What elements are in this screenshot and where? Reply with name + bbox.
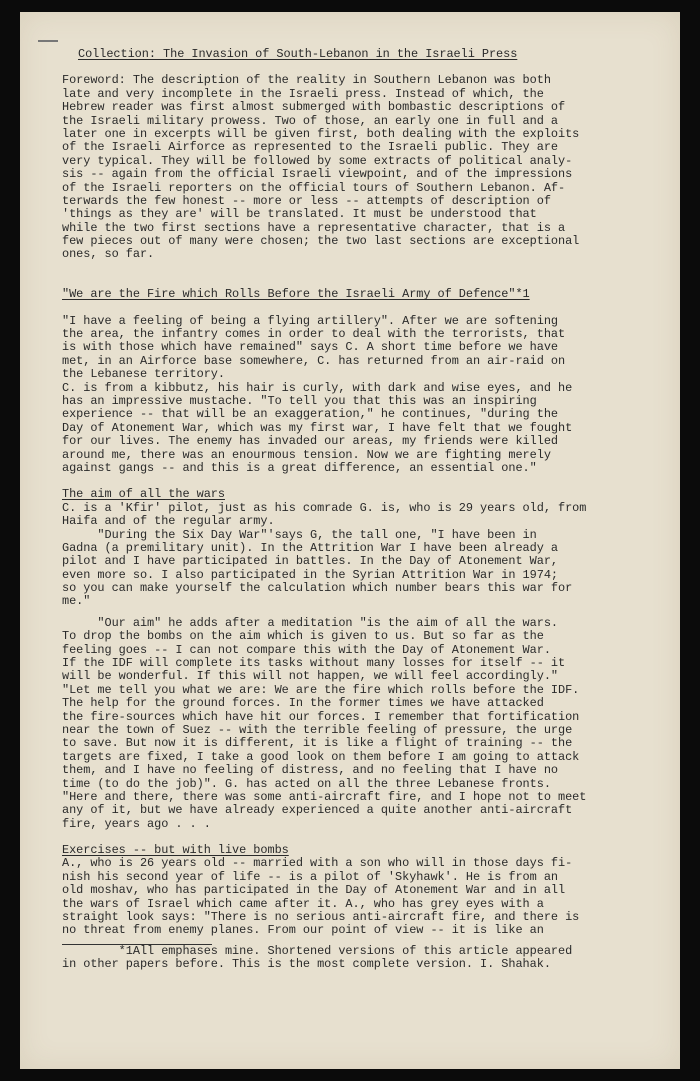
text-line: "During the Six Day War"'says G, the tall one, "I have been in <box>62 528 537 542</box>
text-line: against gangs -- and this is a great difference, an essential one." <box>62 461 537 475</box>
foreword-line: ones, so far. <box>62 248 155 262</box>
text-line: "Let me tell you what we are: We are the fire which rolls before the IDF. <box>62 683 580 697</box>
subheading: The aim of all the wars <box>62 488 225 502</box>
foreword-line: terwards the few honest -- more or less -- attempts of description of <box>62 194 551 208</box>
collection-title: Collection: The Invasion of South-Lebanon in the Israeli Press <box>78 48 518 61</box>
article-paragraph <box>62 617 662 831</box>
text-line: the fire-sources which have hit our forces. I remember that fortification <box>62 710 580 724</box>
text-line: has an impressive mustache. "To tell you that this was an inspiring <box>62 394 537 408</box>
foreword-line: later one in excerpts will be given first, both dealing with the exploits <box>62 127 580 141</box>
text-line: them, and I have no feeling of distress, and no feeling that I have no <box>62 764 558 778</box>
foreword-line: very typical. They will be followed by some extracts of political analy- <box>62 154 573 168</box>
foreword-line: sis -- again from the official Israeli viewpoint, and of the impressions <box>62 168 573 182</box>
text-line: pilot and I have participated in battles. In the Day of Atonement War, <box>62 555 558 569</box>
text-line: The help for the ground forces. In the former times we have attacked <box>62 697 544 711</box>
text-line: straight look says: "There is no serious anti-aircraft fire, and there is <box>62 911 580 925</box>
foreword-line: the Israeli military prowess. Two of those, an early one in full and a <box>62 114 558 128</box>
text-line: feeling goes -- I can not compare this with the Day of Atonement War. <box>62 643 551 657</box>
text-line: the wars of Israel which came after it. A., who has grey eyes with a <box>62 897 544 911</box>
text-line: Day of Atonement War, which was my first war, I have felt that we fought <box>62 421 573 435</box>
foreword-line: of the Israeli reporters on the official tours of Southern Lebanon. Af- <box>62 181 566 195</box>
document-page <box>20 12 680 1069</box>
text-line: targets are fixed, I take a good look on them before I am going to attack <box>62 750 580 764</box>
article-paragraph <box>62 315 662 476</box>
text-line: "I have a feeling of being a flying artillery". After we are softening <box>62 314 558 328</box>
footnote-line: in other papers before. This is the most complete version. I. Shahak. <box>62 958 551 972</box>
text-line: the area, the infantry comes in order to deal with the terrorists, that <box>62 328 566 342</box>
footnote-line: *1All emphases mine. Shortened versions of this article appeared <box>62 944 573 958</box>
text-line: Haifa and of the regular army. <box>62 515 275 529</box>
footnote <box>62 945 662 972</box>
text-line: no threat from enemy planes. From our point of view -- it is like an <box>62 924 544 938</box>
text-line: me." <box>62 595 91 609</box>
foreword-line: Hebrew reader was first almost submerged with bombastic descriptions of <box>62 101 566 115</box>
foreword <box>62 74 662 261</box>
text-line: so you can make yourself the calculation which number bears this war for <box>62 582 573 596</box>
text-line: time (to do the job)". G. has acted on all the three Lebanese fronts. <box>62 777 551 791</box>
margin-mark <box>38 40 58 42</box>
text-line: "Here and there, there was some anti-aircraft fire, and I hope not to meet <box>62 790 587 804</box>
text-line: A., who is 26 years old -- married with a son who will in those days fi- <box>62 857 573 871</box>
article-paragraph <box>62 502 662 609</box>
text-line: Gadna (a premilitary unit). In the Attrition War I have been already a <box>62 541 558 555</box>
foreword-line: while the two first sections have a representative character, that is a <box>62 221 566 235</box>
text-line: C. is from a kibbutz, his hair is curly, with dark and wise eyes, and he <box>62 381 573 395</box>
article-headline: "We are the Fire which Rolls Before the Israeli Army of Defence"*1 <box>62 288 530 302</box>
text-line: near the town of Suez -- with the terrible feeling of pressure, the urge <box>62 723 573 737</box>
foreword-line: Foreword: The description of the reality in Southern Lebanon was both <box>62 74 551 88</box>
text-line: nish his second year of life -- is a pilot of 'Skyhawk'. He is from an <box>62 870 558 884</box>
text-line: To drop the bombs on the aim which is given to us. But so far as the <box>62 630 544 644</box>
text-line: If the IDF will complete its tasks without many losses for itself -- it <box>62 657 566 671</box>
document-body <box>62 48 662 972</box>
text-line: around me, there was an enourmous tension. Now we are fighting merely <box>62 448 551 462</box>
text-line: C. is a 'Kfir' pilot, just as his comrade G. is, who is 29 years old, from <box>62 501 587 515</box>
article-paragraph <box>62 857 662 937</box>
text-line: "Our aim" he adds after a meditation "is the aim of all the wars. <box>62 616 558 630</box>
foreword-line: of the Israeli Airforce as represented to the Israeli public. They are <box>62 141 558 155</box>
text-line: will be wonderful. If this will not happen, we will feel accordingly." <box>62 670 558 684</box>
text-line: met, in an Airforce base somewhere, C. has returned from an air-raid on <box>62 354 566 368</box>
foreword-line: 'things as they are' will be translated. It must be understood that <box>62 208 537 222</box>
text-line: is with those which have remained" says C. A short time before we have <box>62 341 558 355</box>
article-source <box>105 287 289 288</box>
text-line: any of it, but we have already experienced a quite another anti-aircraft <box>62 804 573 818</box>
foreword-line: few pieces out of many were chosen; the two last sections are exceptional <box>62 235 580 249</box>
article-header <box>62 275 662 288</box>
text-line: the Lebanese territory. <box>62 368 225 382</box>
foreword-line: late and very incomplete in the Israeli press. Instead of which, the <box>62 87 544 101</box>
text-line: to save. But now it is different, it is like a flight of training -- the <box>62 737 573 751</box>
text-line: fire, years ago . . . <box>62 817 211 831</box>
text-line: experience -- that will be an exaggeration," he continues, "during the <box>62 408 558 422</box>
text-line: old moshav, who has participated in the Day of Atonement War and in all <box>62 884 566 898</box>
subheading: Exercises -- but with live bombs <box>62 844 289 858</box>
text-line: for our lives. The enemy has invaded our areas, my friends were killed <box>62 435 558 449</box>
text-line: even more so. I also participated in the Syrian Attrition War in 1974; <box>62 568 558 582</box>
